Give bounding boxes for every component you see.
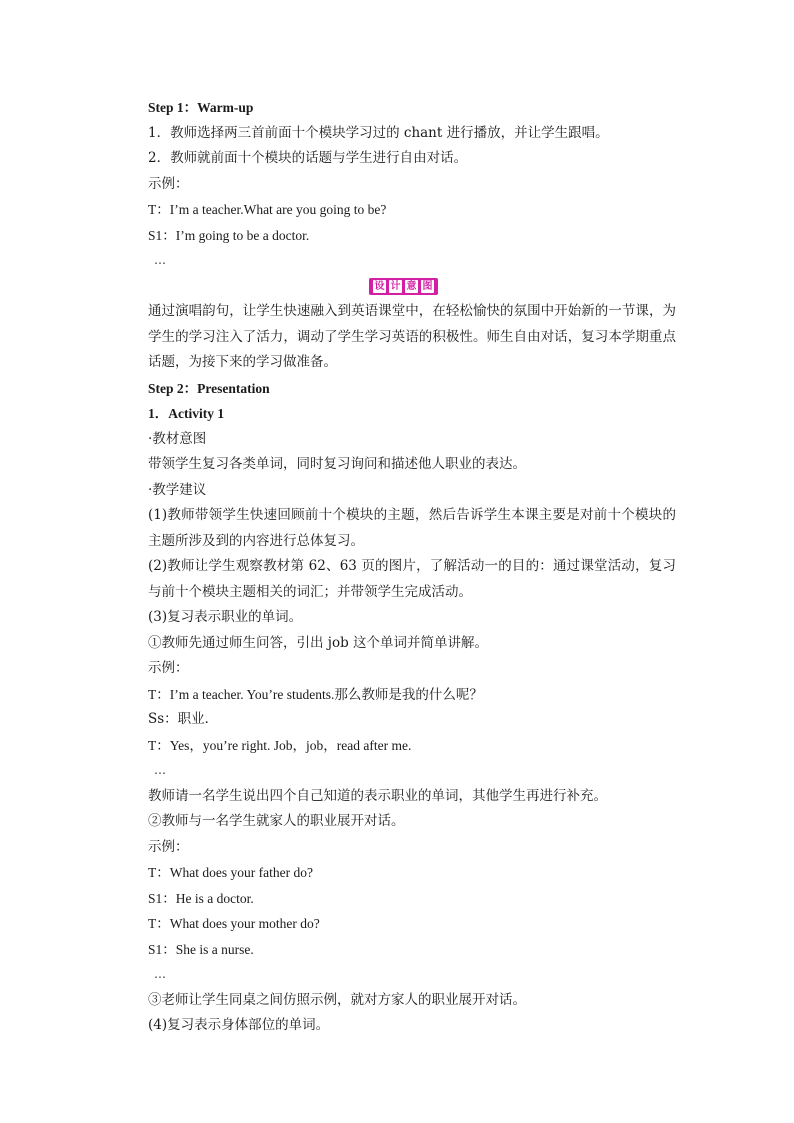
badge-char-1: 设 xyxy=(374,280,385,292)
design-intent-banner xyxy=(148,274,676,300)
advice-4: (4)复习表示身体部位的单词。 xyxy=(148,1017,330,1033)
badge-char-4: 图 xyxy=(422,280,433,292)
ellipsis-1: … xyxy=(154,763,166,777)
dialog-line-3: T：Yes，you’re right. Job，job，read after me. xyxy=(148,737,412,753)
design-intent-text: 通过演唱韵句，让学生快速融入到英语课堂中，在轻松愉快的氛围中开始新的一节课，为学生的学习注入了活力，调动了学生学习英语的积极性。师生自由对话，复习本学期重点话题，为接下来的学习做准备。 xyxy=(148,303,676,370)
step1-item-1: 1．教师选择两三首前面十个模块学习过的 chant 进行播放，并让学生跟唱。 xyxy=(148,124,609,141)
followup-text: 教师请一名学生说出四个自己知道的表示职业的单词，其他学生再进行补充。 xyxy=(148,787,607,804)
dialog-line-2: Ss：职业． xyxy=(148,711,219,727)
step1-dialog-1: T：I’m a teacher.What are you going to be? xyxy=(148,202,387,217)
material-intent-label: ·教材意图 xyxy=(148,430,207,447)
activity1-title: 1．Activity 1 xyxy=(148,406,225,421)
sub-item-1: ①教师先通过师生问答，引出 job 这个单词并简单讲解。 xyxy=(148,634,489,651)
advice-3: (3)复习表示职业的单词。 xyxy=(148,609,303,625)
step2-title: Step 2：Presentation xyxy=(148,380,270,396)
step1-ellipsis: … xyxy=(154,253,166,267)
example-label-1: 示例： xyxy=(148,660,189,676)
dialog-line-1: T：I’m a teacher. You’re students.那么教师是我的什么呢？ xyxy=(148,686,483,702)
example-line-3: T：What does your mother do? xyxy=(148,916,320,931)
badge-char-3: 意 xyxy=(406,280,417,292)
teaching-advice-label: ·教学建议 xyxy=(148,481,207,498)
step1-example-label: 示例： xyxy=(148,175,189,192)
step1-item-2: 2．教师就前面十个模块的话题与学生进行自由对话。 xyxy=(148,150,468,166)
material-intent-text: 带领学生复习各类单词，同时复习询问和描述他人职业的表达。 xyxy=(148,456,526,472)
example-line-1: T：What does your father do? xyxy=(148,865,313,880)
example-label-2: 示例： xyxy=(148,838,189,855)
document-content xyxy=(148,95,676,1039)
design-intent-badge xyxy=(369,278,438,295)
sub-item-3: ③老师让学生同桌之间仿照示例，就对方家人的职业展开对话。 xyxy=(148,991,526,1008)
advice-1: (1)教师带领学生快速回顾前十个模块的主题，然后告诉学生本课主要是对前十个模块的主题所涉及到的内容进行总体复习。 xyxy=(148,507,676,549)
advice-2: (2)教师让学生观察教材第 62、63 页的图片，了解活动一的目的：通过课堂活动，复习与前十个模块主题相关的词汇；并带领学生完成活动。 xyxy=(148,558,676,600)
badge-char-2: 计 xyxy=(390,280,401,292)
ellipsis-2: … xyxy=(154,967,166,981)
sub-item-2: ②教师与一名学生就家人的职业展开对话。 xyxy=(148,813,405,829)
example-line-4: S1：She is a nurse. xyxy=(148,941,254,957)
step1-dialog-2: S1：I’m going to be a doctor. xyxy=(148,227,310,243)
example-line-2: S1：He is a doctor. xyxy=(148,890,254,906)
step1-title: Step 1：Warm-up xyxy=(148,100,254,115)
design-intent-paragraph xyxy=(148,299,676,376)
